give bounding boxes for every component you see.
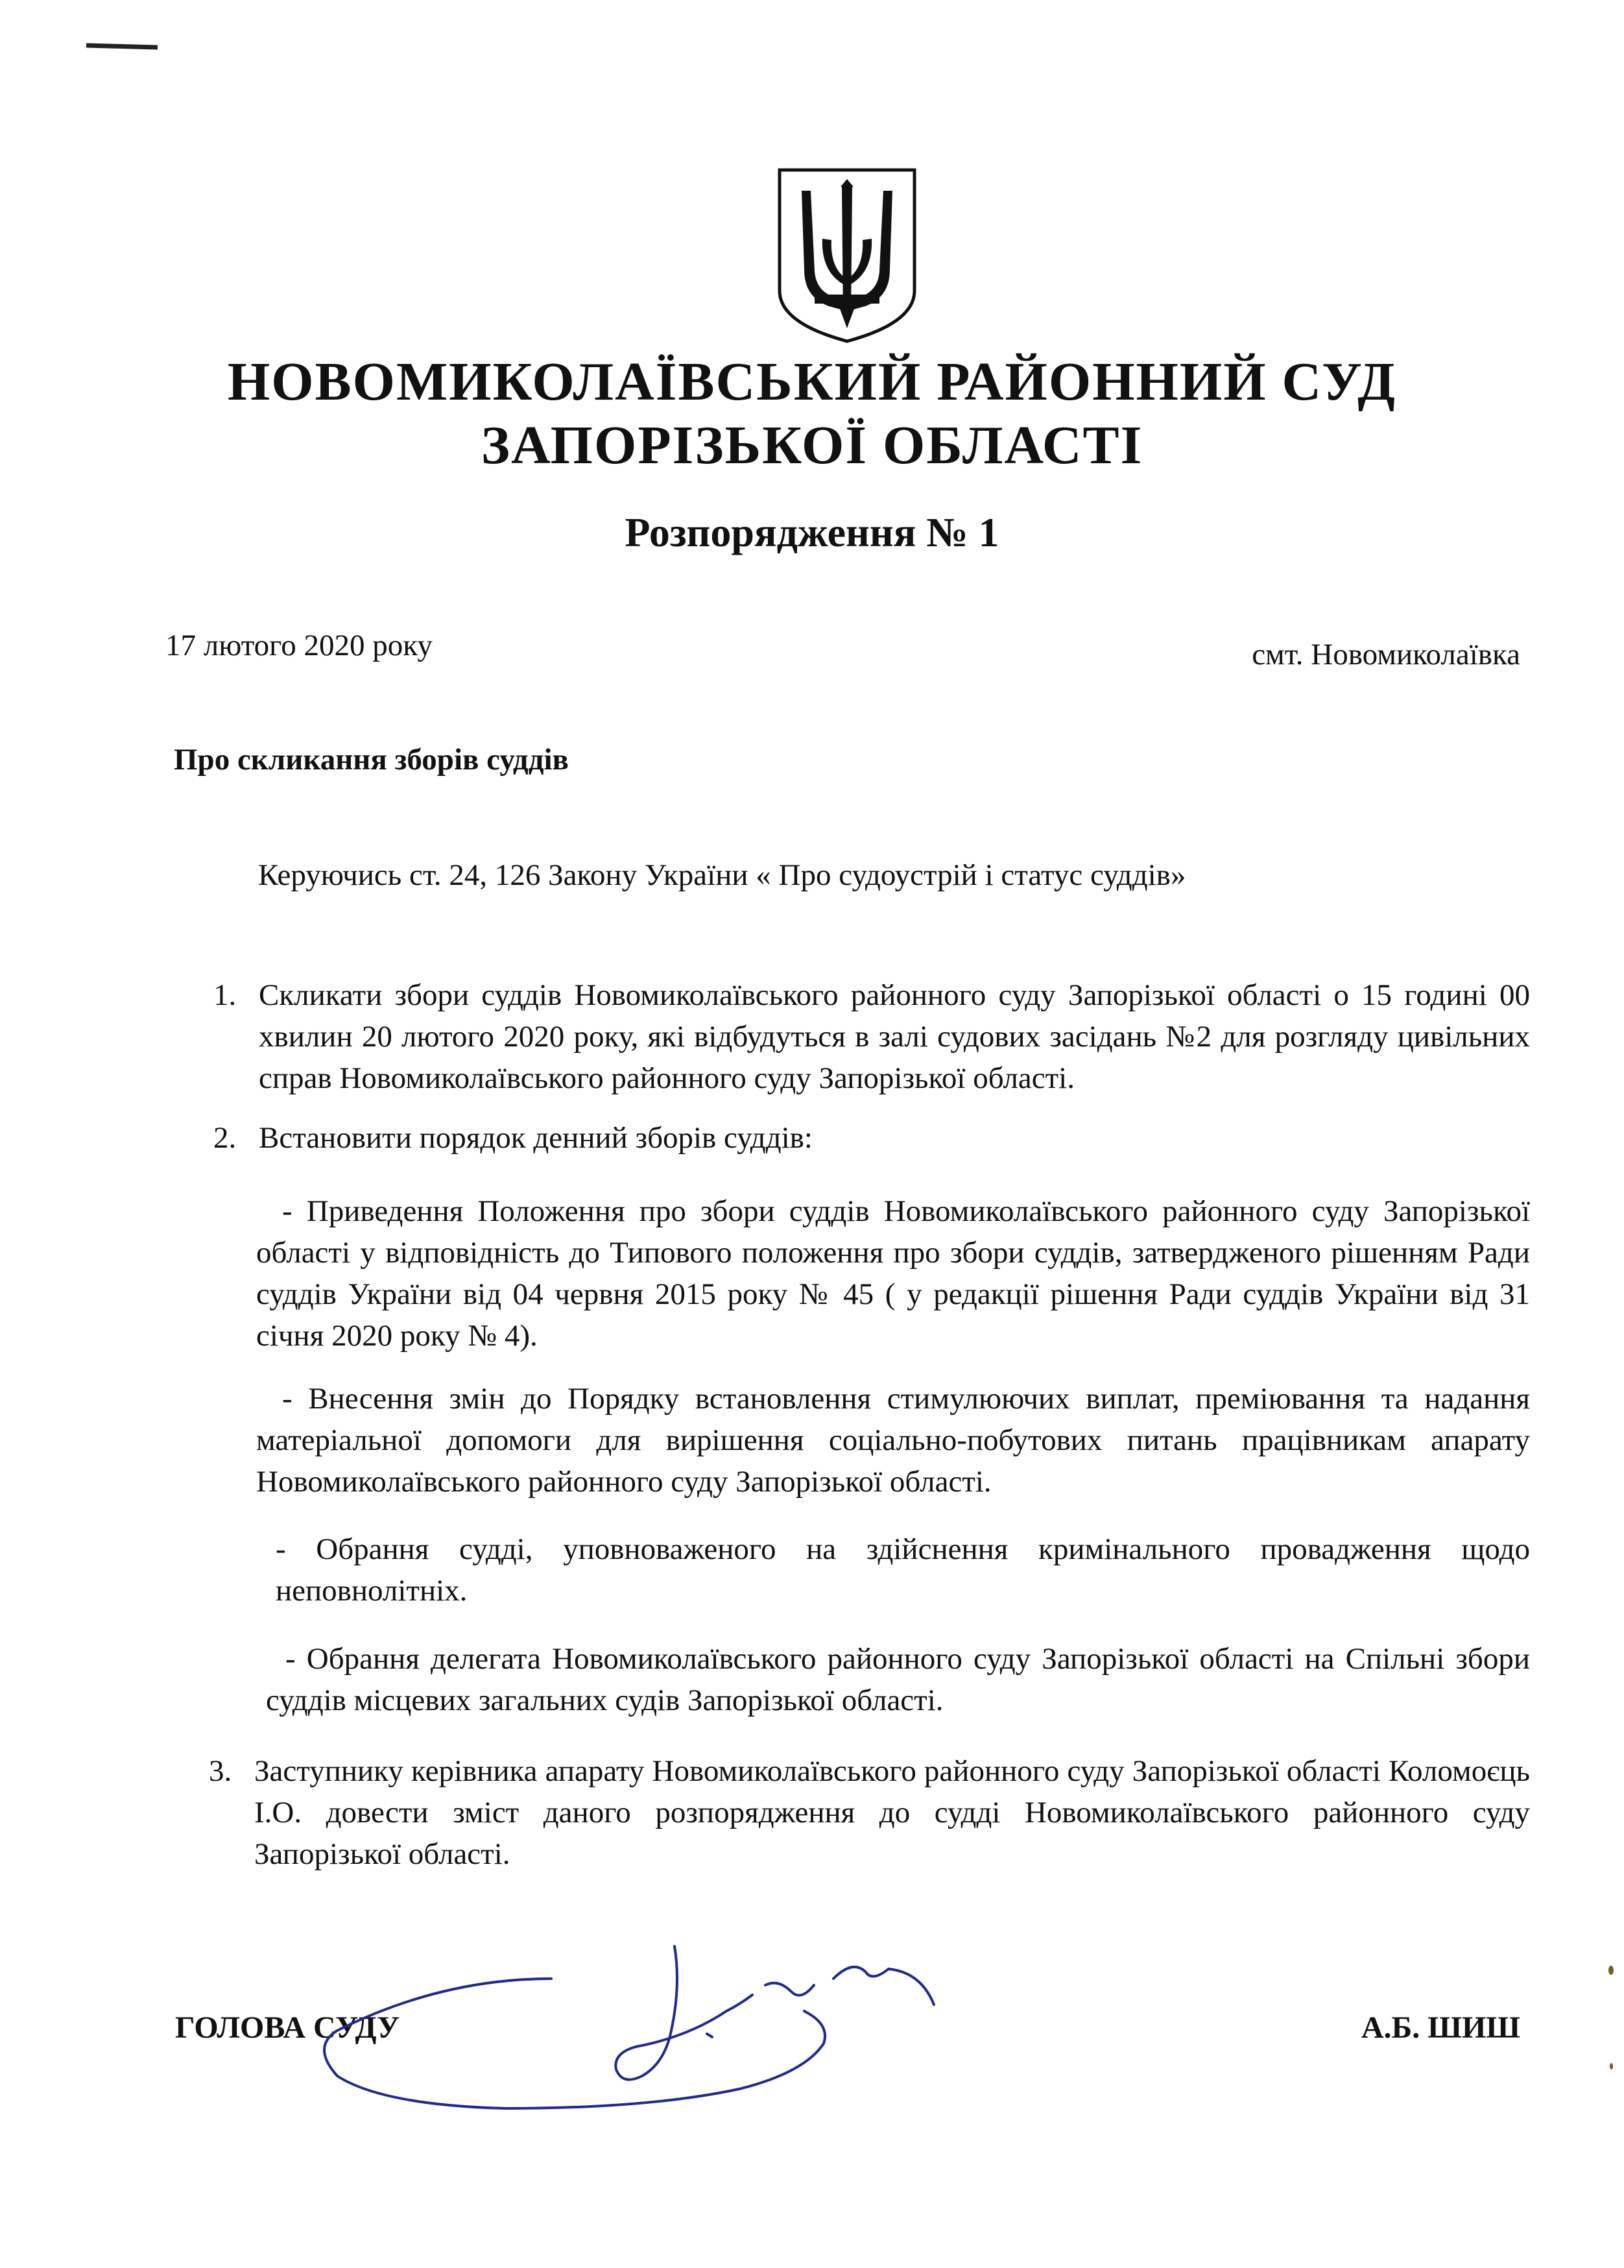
item-number: 3.	[209, 1754, 232, 1788]
order-item-3	[209, 1750, 1530, 1875]
agenda-item-2: - Внесення змін до Порядку встановлення стимулюючих виплат, преміювання та надання матеріальної допомоги для вирішення соціально-побутових питань працівникам апарату Новомиколаївського районного суду Запорізької області.	[256, 1382, 1530, 1499]
scan-speck	[1608, 1966, 1614, 1975]
agenda-item-4: - Обрання делегата Новомиколаївського районного суду Запорізької області на Спільні збори суддів місцевих загальних судів Запорізької області.	[266, 1642, 1530, 1717]
scan-speck	[1610, 2063, 1613, 2069]
order-date: 17 лютого 2020 року	[165, 629, 433, 662]
signatory-name: А.Б. ШИШ	[1361, 2010, 1520, 2045]
order-subject: Про скликання зборів суддів	[174, 743, 569, 777]
order-item-1	[213, 974, 1530, 1099]
coat-of-arms-icon	[776, 167, 918, 344]
order-item-2	[213, 1117, 1530, 1159]
item-number: 2.	[213, 1121, 237, 1155]
court-name	[0, 350, 1624, 478]
order-title: Розпорядження № 1	[625, 509, 999, 555]
order-preamble: Керуючись ст. 24, 126 Закону України « Про судоустрій і статус суддів»	[258, 858, 1186, 892]
court-name-line-1: НОВОМИКОЛАЇВСЬКИЙ РАЙОННИЙ СУД	[227, 352, 1397, 412]
agenda-item-1: - Приведення Положення про збори суддів Новомиколаївського районного суду Запорізької області у відповідність до Типового положення про збори суддів, затвердженого рішенням Ради суддів України від 04 червня 2015 року № 45 ( у редакції рішення Ради суддів України від 31 січня 2020 року № 4).	[256, 1194, 1530, 1353]
signatory-title: ГОЛОВА СУДУ	[175, 2010, 400, 2045]
item-text: Встановити порядок денний зборів суддів:	[259, 1121, 813, 1155]
order-place: смт. Новомиколаївка	[1252, 638, 1520, 671]
scan-mark	[86, 43, 158, 50]
agenda-item-3: - Обрання судді, уповноваженого на здійснення кримінального провадження щодо неповнолітніх.	[276, 1532, 1530, 1608]
court-name-line-2: ЗАПОРІЗЬКОЇ ОБЛАСТІ	[481, 415, 1143, 476]
handwritten-signature	[311, 1933, 1064, 2154]
item-number: 1.	[213, 978, 237, 1012]
item-text: Скликати збори суддів Новомиколаївського районного суду Запорізької області о 15 годині 00 хвилин 20 лютого 2020 року, які відбудуться в залі судових засідань №2 для розгляду цивільних справ Новомиколаївського районного суду Запорізької області.	[259, 978, 1530, 1095]
item-text: Заступнику керівника апарату Новомиколаївського районного суду Запорізької області Коломоєць І.О. довести зміст даного розпорядження до судді Новомиколаївського районного суду Запорізької області.	[254, 1754, 1530, 1871]
